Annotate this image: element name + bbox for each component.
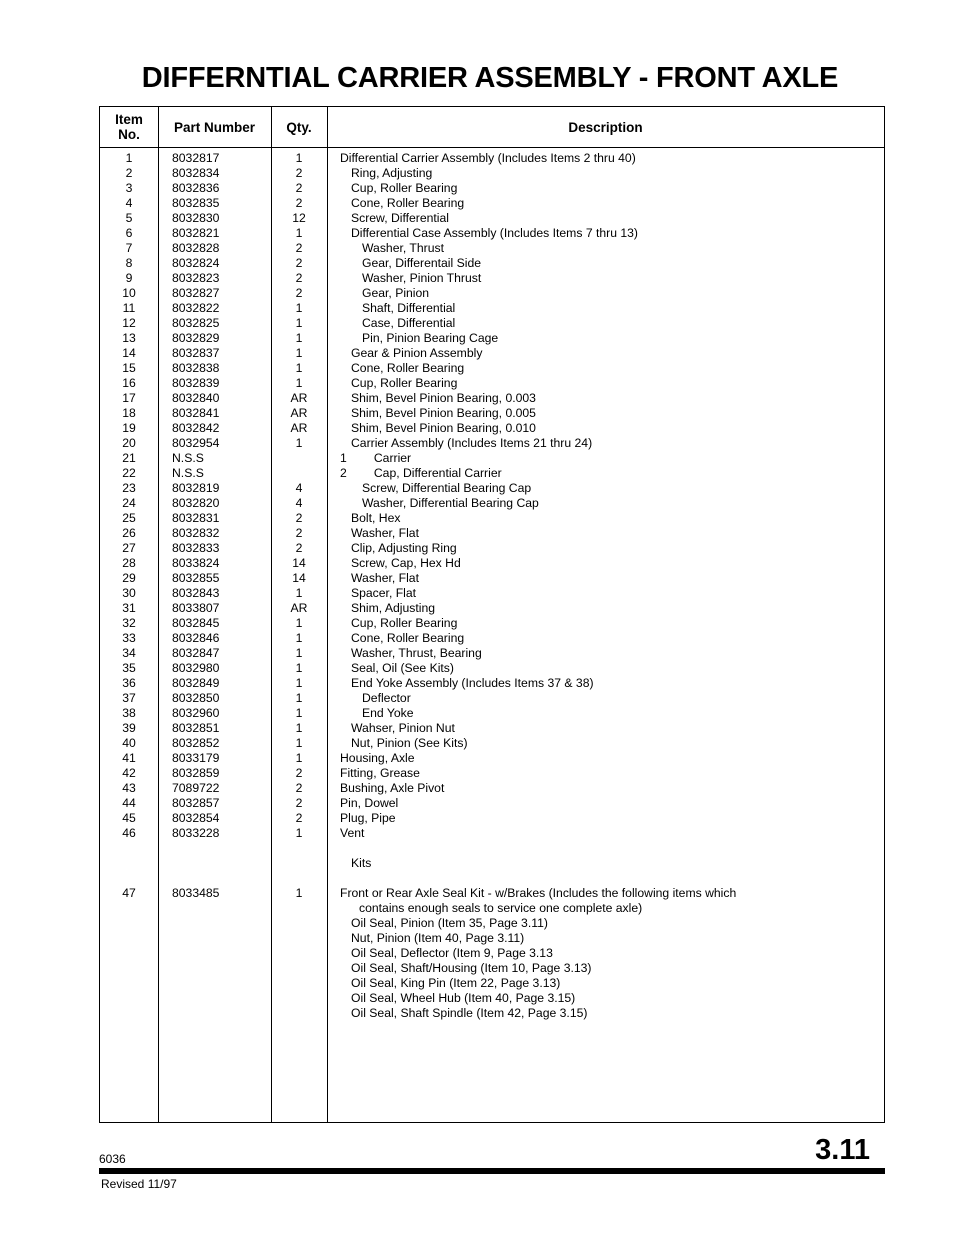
part-number-cell: 8032840 bbox=[172, 391, 220, 405]
item-no-cell: 24 bbox=[122, 496, 136, 510]
qty-cell: 14 bbox=[292, 556, 306, 570]
item-no-cell: 39 bbox=[122, 721, 136, 735]
table-row bbox=[100, 871, 884, 886]
item-no-cell: 25 bbox=[122, 511, 136, 525]
table-row bbox=[100, 781, 884, 796]
part-number-cell: 8032830 bbox=[172, 211, 220, 225]
qty-cell: 1 bbox=[295, 721, 303, 735]
item-no-cell: 21 bbox=[122, 451, 136, 465]
qty-cell: 1 bbox=[295, 616, 303, 630]
description-cell: Front or Rear Axle Seal Kit - w/Brakes (Includes the following items which bbox=[340, 886, 737, 900]
part-number-cell: 8032850 bbox=[172, 691, 220, 705]
qty-cell: 1 bbox=[295, 361, 303, 375]
table-row bbox=[100, 856, 884, 871]
item-no-cell: 22 bbox=[122, 466, 136, 480]
qty-cell: 2 bbox=[295, 511, 303, 525]
description-cell: Washer, Differential Bearing Cap bbox=[362, 496, 539, 510]
description-cell: Oil Seal, Pinion (Item 35, Page 3.11) bbox=[351, 916, 548, 930]
item-no-cell: 27 bbox=[122, 541, 136, 555]
header-qty: Qty. bbox=[286, 119, 312, 135]
part-number-cell: 8032849 bbox=[172, 676, 220, 690]
description-cell: Shaft, Differential bbox=[362, 301, 456, 315]
table-row bbox=[100, 616, 884, 631]
qty-cell: 1 bbox=[295, 631, 303, 645]
item-no-cell: 13 bbox=[122, 331, 136, 345]
table-row bbox=[100, 451, 884, 466]
qty-cell: 2 bbox=[295, 256, 303, 270]
item-no-cell: 31 bbox=[122, 601, 136, 615]
description-cell: Washer, Flat bbox=[351, 526, 419, 540]
item-no-cell: 43 bbox=[122, 781, 136, 795]
table-row bbox=[100, 556, 884, 571]
qty-cell: 2 bbox=[295, 196, 303, 210]
table-row bbox=[100, 946, 884, 961]
qty-cell: 1 bbox=[295, 691, 303, 705]
qty-cell: 1 bbox=[295, 346, 303, 360]
qty-cell: 2 bbox=[295, 811, 303, 825]
qty-cell: 4 bbox=[295, 496, 303, 510]
description-cell: Differential Case Assembly (Includes Items 7 thru 13) bbox=[351, 226, 638, 240]
header-part-number: Part Number bbox=[173, 119, 256, 135]
description-cell: 2 Cap, Differential Carrier bbox=[340, 466, 502, 480]
qty-cell: 12 bbox=[292, 211, 306, 225]
item-no-cell: 29 bbox=[122, 571, 136, 585]
part-number-cell: 8032824 bbox=[172, 256, 220, 270]
description-cell: Bushing, Axle Pivot bbox=[340, 781, 445, 795]
part-number-cell: 8032851 bbox=[172, 721, 220, 735]
qty-cell: 1 bbox=[295, 736, 303, 750]
description-cell: Nut, Pinion (Item 40, Page 3.11) bbox=[351, 931, 525, 945]
item-no-cell: 16 bbox=[122, 376, 136, 390]
table-row bbox=[100, 961, 884, 976]
item-no-cell: 34 bbox=[122, 646, 136, 660]
table-row bbox=[100, 646, 884, 661]
table-row bbox=[100, 286, 884, 301]
qty-cell: 2 bbox=[295, 526, 303, 540]
part-number-cell: 8032822 bbox=[172, 301, 220, 315]
part-number-cell: 8032825 bbox=[172, 316, 220, 330]
header-divider bbox=[100, 147, 884, 148]
page-code: 6036 bbox=[99, 1152, 126, 1166]
part-number-cell: 8032859 bbox=[172, 766, 220, 780]
item-no-cell: 30 bbox=[122, 586, 136, 600]
part-number-cell: 8032832 bbox=[172, 526, 220, 540]
part-number-cell: N.S.S bbox=[172, 451, 204, 465]
item-no-cell: 14 bbox=[122, 346, 136, 360]
description-cell: Housing, Axle bbox=[340, 751, 415, 765]
description-cell: Screw, Differential bbox=[351, 211, 449, 225]
description-cell: Shim, Bevel Pinion Bearing, 0.010 bbox=[351, 421, 536, 435]
qty-cell: 14 bbox=[292, 571, 306, 585]
item-no-cell: 9 bbox=[125, 271, 133, 285]
table-row bbox=[100, 811, 884, 826]
table-row bbox=[100, 796, 884, 811]
item-no-cell: 15 bbox=[122, 361, 136, 375]
table-row bbox=[100, 916, 884, 931]
parts-table bbox=[99, 106, 885, 1123]
header-item-no-line2: No. bbox=[118, 127, 140, 142]
item-no-cell: 36 bbox=[122, 676, 136, 690]
part-number-cell: 8032857 bbox=[172, 796, 220, 810]
qty-cell: 1 bbox=[295, 586, 303, 600]
item-no-cell: 18 bbox=[122, 406, 136, 420]
part-number-cell: 8032835 bbox=[172, 196, 220, 210]
description-cell: Shim, Bevel Pinion Bearing, 0.005 bbox=[351, 406, 536, 420]
description-cell: Fitting, Grease bbox=[340, 766, 420, 780]
table-row bbox=[100, 331, 884, 346]
description-cell: Pin, Dowel bbox=[340, 796, 399, 810]
qty-cell: 2 bbox=[295, 796, 303, 810]
item-no-cell: 37 bbox=[122, 691, 136, 705]
table-row bbox=[100, 346, 884, 361]
table-row bbox=[100, 211, 884, 226]
table-row bbox=[100, 901, 884, 916]
qty-cell: AR bbox=[290, 421, 308, 435]
part-number-cell: 8032837 bbox=[172, 346, 220, 360]
part-number-cell: 8032827 bbox=[172, 286, 220, 300]
table-row bbox=[100, 976, 884, 991]
qty-cell: 2 bbox=[295, 166, 303, 180]
description-cell: Spacer, Flat bbox=[351, 586, 417, 600]
description-cell: Cup, Roller Bearing bbox=[351, 376, 458, 390]
description-cell: Clip, Adjusting Ring bbox=[351, 541, 457, 555]
part-number-cell: 8032847 bbox=[172, 646, 220, 660]
qty-cell: 1 bbox=[295, 316, 303, 330]
qty-cell: 2 bbox=[295, 781, 303, 795]
item-no-cell: 7 bbox=[125, 241, 133, 255]
qty-cell: 1 bbox=[295, 826, 303, 840]
table-row bbox=[100, 271, 884, 286]
description-cell: Gear & Pinion Assembly bbox=[351, 346, 483, 360]
qty-cell: 1 bbox=[295, 886, 303, 900]
item-no-cell: 40 bbox=[122, 736, 136, 750]
item-no-cell: 33 bbox=[122, 631, 136, 645]
part-number-cell: 8032846 bbox=[172, 631, 220, 645]
header-item-no bbox=[100, 107, 158, 147]
part-number-cell: 8032843 bbox=[172, 586, 220, 600]
qty-cell: 1 bbox=[295, 226, 303, 240]
part-number-cell: 8032854 bbox=[172, 811, 220, 825]
table-row bbox=[100, 481, 884, 496]
description-cell: Cone, Roller Bearing bbox=[351, 631, 465, 645]
description-cell: Ring, Adjusting bbox=[351, 166, 433, 180]
table-row bbox=[100, 706, 884, 721]
table-row bbox=[100, 376, 884, 391]
item-no-cell: 11 bbox=[122, 301, 136, 315]
part-number-cell: 8032831 bbox=[172, 511, 220, 525]
qty-cell: 2 bbox=[295, 766, 303, 780]
part-number-cell: 8033485 bbox=[172, 886, 220, 900]
item-no-cell: 32 bbox=[122, 616, 136, 630]
table-row bbox=[100, 166, 884, 181]
part-number-cell: 8032842 bbox=[172, 421, 220, 435]
table-row bbox=[100, 886, 884, 901]
description-cell: 1 Carrier bbox=[340, 451, 412, 465]
description-cell: End Yoke Assembly (Includes Items 37 & 38) bbox=[351, 676, 594, 690]
item-no-cell: 4 bbox=[125, 196, 133, 210]
description-cell: Screw, Cap, Hex Hd bbox=[351, 556, 461, 570]
qty-cell: 4 bbox=[295, 481, 303, 495]
part-number-cell: 8032960 bbox=[172, 706, 220, 720]
item-no-cell: 5 bbox=[125, 211, 133, 225]
description-cell: Gear, Pinion bbox=[362, 286, 430, 300]
revised-date: Revised 11/97 bbox=[101, 1177, 177, 1191]
part-number-cell: 8032833 bbox=[172, 541, 220, 555]
table-row bbox=[100, 316, 884, 331]
description-cell: Cup, Roller Bearing bbox=[351, 616, 458, 630]
item-no-cell: 26 bbox=[122, 526, 136, 540]
table-row bbox=[100, 541, 884, 556]
table-body bbox=[100, 151, 884, 1021]
table-row bbox=[100, 526, 884, 541]
description-cell: End Yoke bbox=[362, 706, 414, 720]
description-cell: Shim, Bevel Pinion Bearing, 0.003 bbox=[351, 391, 536, 405]
table-row bbox=[100, 691, 884, 706]
table-row bbox=[100, 571, 884, 586]
qty-cell: 2 bbox=[295, 541, 303, 555]
table-row bbox=[100, 151, 884, 166]
part-number-cell: 8032841 bbox=[172, 406, 220, 420]
table-row bbox=[100, 391, 884, 406]
description-cell: Deflector bbox=[362, 691, 411, 705]
table-row bbox=[100, 466, 884, 481]
item-no-cell: 23 bbox=[122, 481, 136, 495]
table-row bbox=[100, 841, 884, 856]
qty-cell: 1 bbox=[295, 706, 303, 720]
description-cell: Oil Seal, King Pin (Item 22, Page 3.13) bbox=[351, 976, 561, 990]
description-cell: contains enough seals to service one complete axle) bbox=[359, 901, 643, 915]
item-no-cell: 42 bbox=[122, 766, 136, 780]
description-cell: Oil Seal, Shaft/Housing (Item 10, Page 3.13) bbox=[351, 961, 592, 975]
qty-cell: 2 bbox=[295, 181, 303, 195]
qty-cell: 2 bbox=[295, 271, 303, 285]
part-number-cell: 8032839 bbox=[172, 376, 220, 390]
part-number-cell: 8032820 bbox=[172, 496, 220, 510]
header-item-no-line1: Item bbox=[115, 112, 143, 127]
table-row bbox=[100, 991, 884, 1006]
item-no-cell: 20 bbox=[122, 436, 136, 450]
part-number-cell: 8033228 bbox=[172, 826, 220, 840]
item-no-cell: 47 bbox=[122, 886, 136, 900]
description-cell: Oil Seal, Shaft Spindle (Item 42, Page 3.15) bbox=[351, 1006, 588, 1020]
page-number: 3.11 bbox=[815, 1134, 870, 1166]
part-number-cell: 8032852 bbox=[172, 736, 220, 750]
qty-cell: AR bbox=[290, 601, 308, 615]
part-number-cell: 8032823 bbox=[172, 271, 220, 285]
part-number-cell: 8032845 bbox=[172, 616, 220, 630]
table-row bbox=[100, 361, 884, 376]
footer-rule bbox=[99, 1168, 885, 1174]
description-cell: Washer, Thrust, Bearing bbox=[351, 646, 482, 660]
description-cell: Differential Carrier Assembly (Includes Items 2 thru 40) bbox=[340, 151, 636, 165]
description-cell: Washer, Pinion Thrust bbox=[362, 271, 482, 285]
table-row bbox=[100, 601, 884, 616]
table-row bbox=[100, 826, 884, 841]
table-row bbox=[100, 181, 884, 196]
table-row bbox=[100, 631, 884, 646]
table-row bbox=[100, 751, 884, 766]
header-description: Description bbox=[568, 119, 643, 135]
item-no-cell: 2 bbox=[125, 166, 133, 180]
table-row bbox=[100, 406, 884, 421]
qty-cell: AR bbox=[290, 406, 308, 420]
description-cell: Oil Seal, Wheel Hub (Item 40, Page 3.15) bbox=[351, 991, 576, 1005]
description-cell: Washer, Thrust bbox=[362, 241, 444, 255]
part-number-cell: 8033807 bbox=[172, 601, 220, 615]
description-cell: Bolt, Hex bbox=[351, 511, 401, 525]
qty-cell: 1 bbox=[295, 151, 303, 165]
table-row bbox=[100, 436, 884, 451]
qty-cell: 2 bbox=[295, 286, 303, 300]
part-number-cell: 8032836 bbox=[172, 181, 220, 195]
description-cell: Vent bbox=[340, 826, 365, 840]
table-row bbox=[100, 226, 884, 241]
qty-cell: 1 bbox=[295, 661, 303, 675]
description-cell: Oil Seal, Deflector (Item 9, Page 3.13 bbox=[351, 946, 553, 960]
description-cell: Gear, Differentail Side bbox=[362, 256, 482, 270]
table-row bbox=[100, 766, 884, 781]
qty-cell: 1 bbox=[295, 646, 303, 660]
description-cell: Washer, Flat bbox=[351, 571, 419, 585]
qty-cell: 1 bbox=[295, 676, 303, 690]
item-no-cell: 10 bbox=[122, 286, 136, 300]
part-number-cell: 8032828 bbox=[172, 241, 220, 255]
item-no-cell: 8 bbox=[125, 256, 133, 270]
item-no-cell: 6 bbox=[125, 226, 133, 240]
qty-cell: 1 bbox=[295, 751, 303, 765]
part-number-cell: N.S.S bbox=[172, 466, 204, 480]
part-number-cell: 8032817 bbox=[172, 151, 220, 165]
item-no-cell: 38 bbox=[122, 706, 136, 720]
table-row bbox=[100, 721, 884, 736]
qty-cell: 1 bbox=[295, 331, 303, 345]
description-cell: Case, Differential bbox=[362, 316, 456, 330]
table-row bbox=[100, 421, 884, 436]
table-row bbox=[100, 241, 884, 256]
item-no-cell: 28 bbox=[122, 556, 136, 570]
item-no-cell: 1 bbox=[125, 151, 133, 165]
table-row bbox=[100, 256, 884, 271]
qty-cell: 2 bbox=[295, 241, 303, 255]
qty-cell: 1 bbox=[295, 301, 303, 315]
part-number-cell: 8033824 bbox=[172, 556, 220, 570]
part-number-cell: 8032834 bbox=[172, 166, 220, 180]
description-cell: Nut, Pinion (See Kits) bbox=[351, 736, 468, 750]
item-no-cell: 17 bbox=[122, 391, 136, 405]
description-cell: Seal, Oil (See Kits) bbox=[351, 661, 454, 675]
table-row bbox=[100, 511, 884, 526]
description-cell: Cup, Roller Bearing bbox=[351, 181, 458, 195]
part-number-cell: 8032829 bbox=[172, 331, 220, 345]
table-row bbox=[100, 196, 884, 211]
item-no-cell: 3 bbox=[125, 181, 133, 195]
item-no-cell: 44 bbox=[122, 796, 136, 810]
table-row bbox=[100, 661, 884, 676]
table-row bbox=[100, 301, 884, 316]
part-number-cell: 8032855 bbox=[172, 571, 220, 585]
description-cell: Cone, Roller Bearing bbox=[351, 361, 465, 375]
table-row bbox=[100, 931, 884, 946]
description-cell: Carrier Assembly (Includes Items 21 thru 24) bbox=[351, 436, 593, 450]
part-number-cell: 8033179 bbox=[172, 751, 220, 765]
description-cell: Kits bbox=[351, 856, 372, 870]
table-row bbox=[100, 676, 884, 691]
table-row bbox=[100, 1006, 884, 1021]
part-number-cell: 8032838 bbox=[172, 361, 220, 375]
description-cell: Shim, Adjusting bbox=[351, 601, 436, 615]
qty-cell: 1 bbox=[295, 436, 303, 450]
table-row bbox=[100, 496, 884, 511]
item-no-cell: 19 bbox=[122, 421, 136, 435]
table-row bbox=[100, 586, 884, 601]
description-cell: Pin, Pinion Bearing Cage bbox=[362, 331, 499, 345]
table-row bbox=[100, 736, 884, 751]
part-number-cell: 8032821 bbox=[172, 226, 220, 240]
description-cell: Cone, Roller Bearing bbox=[351, 196, 465, 210]
part-number-cell: 8032954 bbox=[172, 436, 220, 450]
qty-cell: 1 bbox=[295, 376, 303, 390]
description-cell: Screw, Differential Bearing Cap bbox=[362, 481, 532, 495]
item-no-cell: 41 bbox=[122, 751, 136, 765]
part-number-cell: 8032980 bbox=[172, 661, 220, 675]
description-cell: Plug, Pipe bbox=[340, 811, 396, 825]
description-cell: Wahser, Pinion Nut bbox=[351, 721, 455, 735]
part-number-cell: 8032819 bbox=[172, 481, 220, 495]
page-title: DIFFERNTIAL CARRIER ASSEMBLY - FRONT AXLE bbox=[141, 62, 839, 94]
item-no-cell: 35 bbox=[122, 661, 136, 675]
item-no-cell: 46 bbox=[122, 826, 136, 840]
item-no-cell: 12 bbox=[122, 316, 136, 330]
qty-cell: AR bbox=[290, 391, 308, 405]
item-no-cell: 45 bbox=[122, 811, 136, 825]
part-number-cell: 7089722 bbox=[172, 781, 220, 795]
